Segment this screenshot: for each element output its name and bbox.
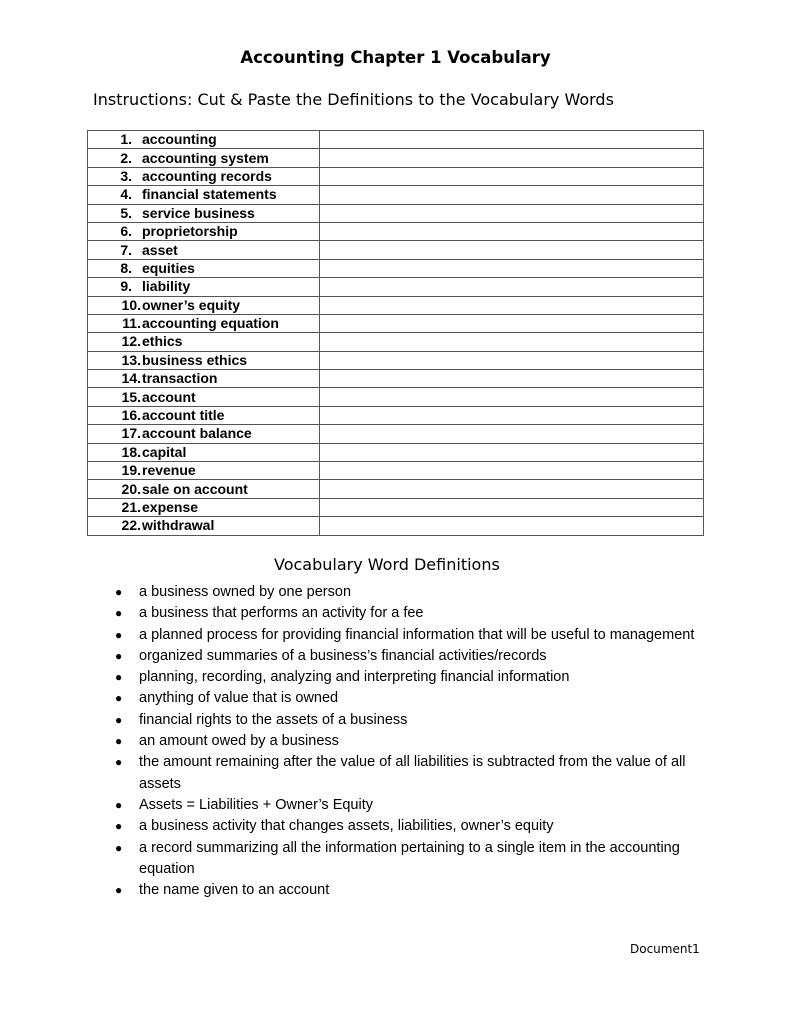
vocab-number: 14. bbox=[121, 370, 141, 387]
definition-drop-cell[interactable] bbox=[320, 462, 704, 480]
table-row bbox=[88, 241, 704, 259]
table-row bbox=[88, 425, 704, 443]
vocab-number: 9. bbox=[120, 278, 132, 295]
definition-text: a record summarizing all the information pertaining to a single item in the accounting equation bbox=[139, 839, 680, 877]
vocab-term: withdrawal bbox=[142, 517, 215, 534]
vocab-number: 19. bbox=[121, 462, 141, 479]
vocab-number: 13. bbox=[121, 351, 141, 368]
table-row bbox=[88, 388, 704, 406]
vocab-word-cell bbox=[88, 351, 320, 369]
list-item[interactable] bbox=[0, 582, 699, 603]
vocab-number: 1. bbox=[120, 131, 132, 148]
definition-drop-cell[interactable] bbox=[320, 278, 704, 296]
list-item[interactable] bbox=[0, 752, 699, 795]
vocab-term: account bbox=[142, 388, 196, 405]
table-row bbox=[88, 314, 704, 332]
vocab-term: accounting equation bbox=[142, 315, 279, 332]
vocab-term: expense bbox=[142, 499, 199, 515]
bullet-dot-icon: ● bbox=[115, 691, 123, 706]
vocab-term: capital bbox=[142, 443, 187, 460]
vocab-term: account balance bbox=[142, 425, 252, 442]
definition-drop-cell[interactable] bbox=[320, 425, 704, 443]
vocab-number: 21. bbox=[121, 499, 141, 515]
vocab-word-cell bbox=[88, 167, 320, 185]
vocab-word-cell bbox=[88, 186, 320, 204]
table-row bbox=[88, 370, 704, 388]
table-row bbox=[88, 480, 704, 498]
table-row bbox=[88, 462, 704, 480]
vocab-word-cell bbox=[88, 443, 320, 461]
vocab-term: financial statements bbox=[142, 186, 277, 203]
definition-drop-cell[interactable] bbox=[320, 517, 704, 535]
vocab-number: 12. bbox=[121, 333, 141, 350]
definition-text: the name given to an account bbox=[139, 882, 330, 899]
table-row bbox=[88, 186, 704, 204]
definitions-list bbox=[0, 582, 699, 901]
definition-drop-cell[interactable] bbox=[320, 443, 704, 461]
definition-drop-cell[interactable] bbox=[320, 259, 704, 277]
vocab-number: 10. bbox=[121, 296, 141, 313]
vocab-word-cell bbox=[88, 222, 320, 240]
vocab-word-cell bbox=[88, 406, 320, 424]
vocab-number: 20. bbox=[121, 480, 141, 497]
list-item[interactable] bbox=[0, 710, 699, 731]
vocab-number: 7. bbox=[120, 241, 132, 258]
vocab-word-cell bbox=[88, 241, 320, 259]
vocab-term: transaction bbox=[142, 370, 218, 387]
definition-drop-cell[interactable] bbox=[320, 333, 704, 351]
definition-drop-cell[interactable] bbox=[320, 186, 704, 204]
bullet-dot-icon: ● bbox=[115, 797, 123, 812]
vocab-word-cell bbox=[88, 480, 320, 498]
vocab-number: 16. bbox=[121, 407, 141, 424]
definition-drop-cell[interactable] bbox=[320, 296, 704, 314]
table-row bbox=[88, 333, 704, 351]
vocab-number: 17. bbox=[121, 425, 141, 442]
table-row bbox=[88, 204, 704, 222]
definition-text: Assets = Liabilities + Owner’s Equity bbox=[139, 796, 373, 813]
vocab-number: 3. bbox=[120, 167, 132, 184]
table-row bbox=[88, 222, 704, 240]
bullet-dot-icon: ● bbox=[115, 606, 123, 621]
bullet-dot-icon: ● bbox=[115, 840, 123, 855]
vocab-term: owner’s equity bbox=[142, 296, 241, 313]
definition-text: financial rights to the assets of a business bbox=[139, 711, 408, 728]
definition-text: a business owned by one person bbox=[139, 584, 352, 600]
table-row bbox=[88, 351, 704, 369]
vocab-term: accounting records bbox=[142, 167, 272, 184]
vocab-number: 8. bbox=[120, 259, 132, 276]
vocab-term: asset bbox=[142, 241, 178, 258]
definition-drop-cell[interactable] bbox=[320, 351, 704, 369]
vocab-term: equities bbox=[142, 259, 195, 276]
vocab-number: 22. bbox=[121, 517, 141, 534]
vocab-word-cell bbox=[88, 370, 320, 388]
definition-drop-cell[interactable] bbox=[320, 388, 704, 406]
definition-drop-cell[interactable] bbox=[320, 131, 704, 149]
vocab-word-cell bbox=[88, 314, 320, 332]
vocab-word-cell bbox=[88, 296, 320, 314]
definition-drop-cell[interactable] bbox=[320, 149, 704, 167]
list-item[interactable] bbox=[0, 667, 699, 688]
document-footer: Document1 bbox=[630, 942, 700, 956]
bullet-dot-icon: ● bbox=[115, 670, 123, 685]
vocab-word-cell bbox=[88, 259, 320, 277]
vocab-word-cell bbox=[88, 149, 320, 167]
definition-drop-cell[interactable] bbox=[320, 480, 704, 498]
table-row bbox=[88, 517, 704, 535]
definition-drop-cell[interactable] bbox=[320, 167, 704, 185]
bullet-dot-icon: ● bbox=[115, 819, 123, 834]
table-row bbox=[88, 406, 704, 424]
table-row bbox=[88, 149, 704, 167]
vocab-term: revenue bbox=[142, 462, 196, 479]
vocab-number: 15. bbox=[121, 388, 141, 405]
list-item[interactable] bbox=[0, 646, 699, 667]
definition-text: planning, recording, analyzing and interpreting financial information bbox=[139, 669, 570, 686]
vocab-word-cell bbox=[88, 204, 320, 222]
vocab-number: 4. bbox=[120, 186, 132, 203]
definition-text: a business that performs an activity for a fee bbox=[139, 605, 424, 622]
bullet-dot-icon: ● bbox=[115, 734, 123, 749]
definition-drop-cell[interactable] bbox=[320, 370, 704, 388]
list-item[interactable] bbox=[0, 838, 699, 881]
bullet-dot-icon: ● bbox=[115, 585, 123, 599]
instructions-text: Instructions: Cut & Paste the Definitions to the Vocabulary Words bbox=[93, 90, 614, 109]
table-row bbox=[88, 443, 704, 461]
bullet-dot-icon: ● bbox=[115, 755, 123, 770]
vocab-number: 18. bbox=[121, 443, 141, 460]
vocab-term: account title bbox=[142, 407, 225, 424]
vocab-term: service business bbox=[142, 204, 255, 221]
vocab-word-cell bbox=[88, 425, 320, 443]
list-item[interactable] bbox=[0, 816, 699, 837]
table-row bbox=[88, 278, 704, 296]
vocab-term: accounting system bbox=[142, 149, 269, 166]
definition-text: the amount remaining after the value of all liabilities is subtracted from the value of all assets bbox=[139, 754, 686, 792]
list-item[interactable] bbox=[0, 603, 699, 624]
list-item[interactable] bbox=[0, 880, 699, 901]
vocabulary-table bbox=[87, 130, 704, 536]
definition-drop-cell[interactable] bbox=[320, 204, 704, 222]
list-item[interactable] bbox=[0, 688, 699, 709]
table-row bbox=[88, 259, 704, 277]
definition-drop-cell[interactable] bbox=[320, 241, 704, 259]
table-row bbox=[88, 167, 704, 185]
vocab-word-cell bbox=[88, 517, 320, 535]
bullet-dot-icon: ● bbox=[115, 712, 123, 727]
vocab-word-cell bbox=[88, 333, 320, 351]
vocab-number: 11. bbox=[122, 315, 141, 332]
vocab-term: ethics bbox=[142, 333, 183, 350]
vocab-word-cell bbox=[88, 278, 320, 296]
list-item[interactable] bbox=[0, 625, 699, 646]
definition-text: anything of value that is owned bbox=[139, 690, 339, 707]
definition-drop-cell[interactable] bbox=[320, 222, 704, 240]
definition-drop-cell[interactable] bbox=[320, 314, 704, 332]
vocab-number: 5. bbox=[120, 204, 132, 221]
vocab-term: sale on account bbox=[142, 480, 248, 497]
vocab-term: accounting bbox=[142, 131, 217, 148]
vocab-word-cell bbox=[88, 131, 320, 149]
definition-drop-cell[interactable] bbox=[320, 406, 704, 424]
definitions-heading: Vocabulary Word Definitions bbox=[274, 555, 500, 574]
table-row bbox=[88, 498, 704, 516]
page-title: Accounting Chapter 1 Vocabulary bbox=[240, 48, 551, 67]
vocab-number: 2. bbox=[120, 149, 132, 166]
table-row bbox=[88, 296, 704, 314]
vocab-word-cell bbox=[88, 498, 320, 516]
vocab-word-cell bbox=[88, 388, 320, 406]
vocab-term: proprietorship bbox=[142, 223, 238, 240]
definition-text: organized summaries of a business’s financial activities/records bbox=[139, 647, 547, 664]
list-item[interactable] bbox=[0, 795, 699, 816]
bullet-dot-icon: ● bbox=[115, 627, 123, 642]
vocab-term: business ethics bbox=[142, 351, 248, 368]
definition-text: a planned process for providing financial information that will be useful to management bbox=[139, 626, 695, 643]
vocab-word-cell bbox=[88, 462, 320, 480]
list-item[interactable] bbox=[0, 731, 699, 752]
bullet-dot-icon: ● bbox=[115, 883, 123, 898]
definition-text: a business activity that changes assets, liabilities, owner’s equity bbox=[139, 818, 554, 835]
definition-text: an amount owed by a business bbox=[139, 733, 339, 750]
vocab-number: 6. bbox=[120, 223, 132, 240]
vocab-term: liability bbox=[142, 278, 191, 295]
definition-drop-cell[interactable] bbox=[320, 498, 704, 516]
bullet-dot-icon: ● bbox=[115, 648, 123, 663]
table-row bbox=[88, 131, 704, 149]
